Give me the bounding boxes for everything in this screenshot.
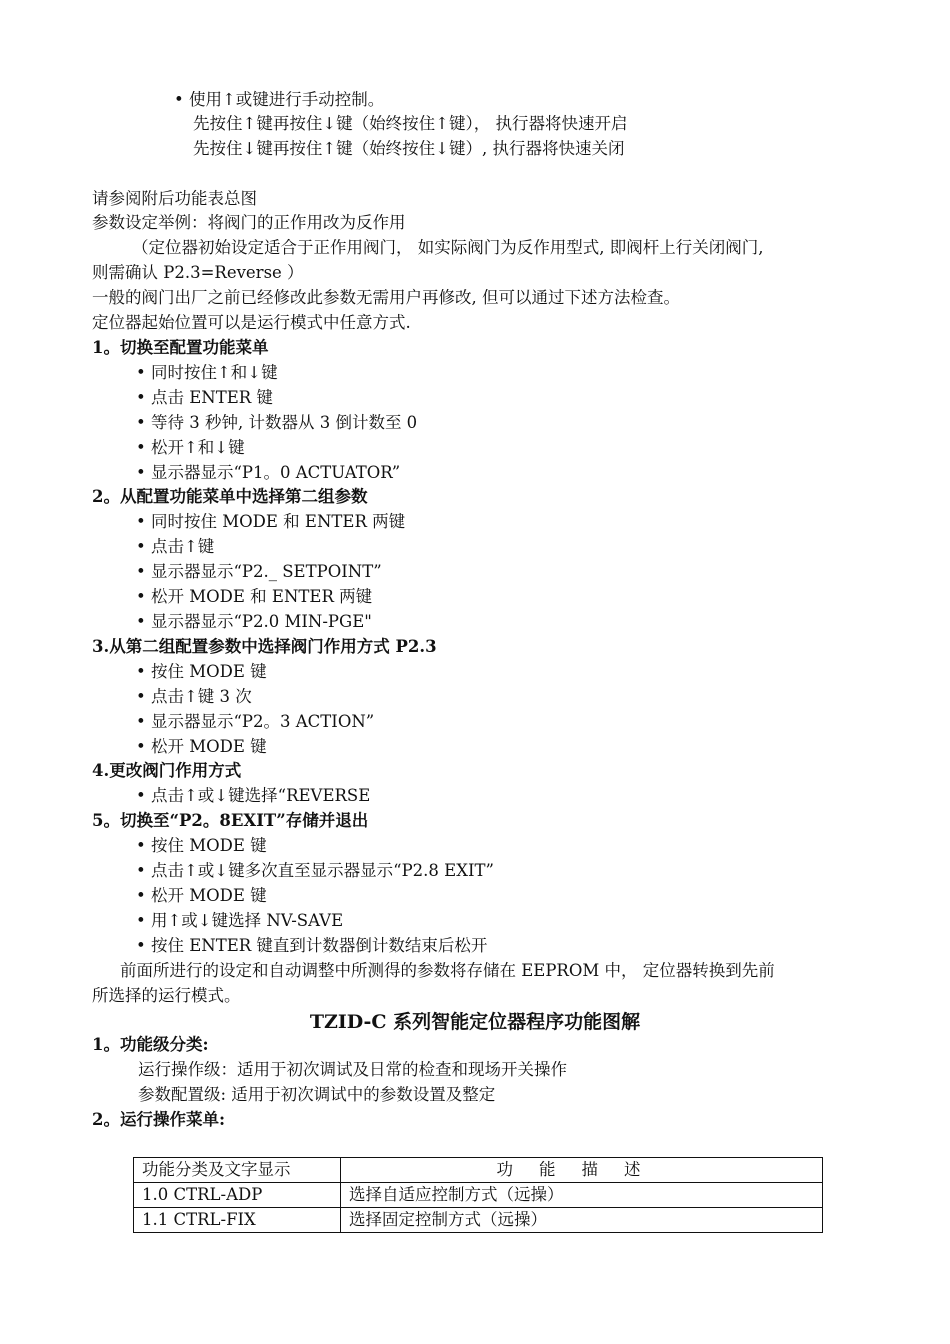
text-line: • 松开 MODE 键 [136, 886, 267, 905]
text-line: • 使用↑或键进行手动控制。 [174, 90, 385, 109]
table-cell: 1.1 CTRL-FIX [134, 1208, 341, 1233]
table-row [134, 1208, 823, 1233]
section-heading: 2。运行操作菜单: [92, 1110, 226, 1129]
section-title: TZID-C 系列智能定位器程序功能图解 [309, 1011, 641, 1033]
text-line: • 显示器显示“P2._ SETPOINT” [136, 562, 382, 581]
table-cell: 1.0 CTRL-ADP [134, 1183, 341, 1208]
table-row [134, 1183, 823, 1208]
text-line: 所选择的运行模式。 [92, 986, 241, 1005]
table-header-cell: 功能分类及文字显示 [134, 1158, 341, 1183]
text-line: 定位器起始位置可以是运行模式中任意方式. [92, 313, 411, 332]
table-header-row [134, 1158, 823, 1183]
text-line: • 松开 MODE 和 ENTER 两键 [136, 587, 373, 606]
section-heading: 4.更改阀门作用方式 [92, 761, 242, 780]
text-line: • 显示器显示“P2。3 ACTION” [136, 712, 375, 731]
text-line: • 用↑或↓键选择 NV-SAVE [136, 911, 344, 930]
text-line: • 松开↑和↓键 [136, 438, 245, 457]
text-line: • 等待 3 秒钟, 计数器从 3 倒计数至 0 [136, 413, 418, 432]
section-heading: 1。切换至配置功能菜单 [92, 338, 269, 357]
table-header-cell: 功能描述 [341, 1158, 823, 1183]
operation-menu-table [133, 1157, 823, 1233]
text-line: 先按住↑键再按住↓键（始终按住↑键）， 执行器将快速开启 [193, 114, 628, 133]
text-line: • 按住 ENTER 键直到计数器倒计数结束后松开 [136, 936, 488, 955]
text-line: 先按住↓键再按住↑键（始终按住↓键）, 执行器将快速关闭 [193, 139, 625, 158]
text-line: 一般的阀门出厂之前已经修改此参数无需用户再修改, 但可以通过下述方法检查。 [92, 288, 680, 307]
text-line: 运行操作级：适用于初次调试及日常的检查和现场开关操作 [138, 1060, 567, 1079]
text-line: • 同时按住↑和↓键 [136, 363, 278, 382]
text-line: • 显示器显示“P2.0 MIN-PGE" [136, 612, 372, 631]
text-line: （定位器初始设定适合于正作用阀门， 如实际阀门为反作用型式, 即阀杆上行关闭阀门, [132, 238, 764, 257]
text-line: • 点击↑或↓键多次直至显示器显示“P2.8 EXIT” [136, 861, 494, 880]
text-line: • 点击↑或↓键选择“REVERSE [136, 786, 371, 805]
text-line: • 按住 MODE 键 [136, 836, 267, 855]
section-heading: 3.从第二组配置参数中选择阀门作用方式 P2.3 [92, 637, 437, 656]
text-line: • 同时按住 MODE 和 ENTER 两键 [136, 512, 406, 531]
text-line: 参数设定举例：将阀门的正作用改为反作用 [92, 213, 406, 232]
text-line: • 点击↑键 3 次 [136, 687, 252, 706]
section-heading: 1。功能级分类: [92, 1035, 209, 1054]
text-line: • 显示器显示“P1。0 ACTUATOR” [136, 463, 401, 482]
text-line: • 点击↑键 [136, 537, 215, 556]
text-line: • 点击 ENTER 键 [136, 388, 273, 407]
text-line: 前面所进行的设定和自动调整中所测得的参数将存储在 EEPROM 中， 定位器转换到先前 [120, 961, 775, 980]
text-line: 参数配置级: 适用于初次调试中的参数设置及整定 [138, 1085, 496, 1104]
text-line: • 松开 MODE 键 [136, 737, 267, 756]
table-cell: 选择自适应控制方式（远操） [341, 1183, 823, 1208]
text-line: 请参阅附后功能表总图 [92, 189, 257, 208]
section-heading: 2。从配置功能菜单中选择第二组参数 [92, 487, 368, 506]
text-line: 则需确认 P2.3=Reverse ） [92, 263, 304, 282]
table-cell: 选择固定控制方式（远操） [341, 1208, 823, 1233]
section-heading: 5。切换至“P2。8EXIT”存储并退出 [92, 811, 369, 830]
text-line: • 按住 MODE 键 [136, 662, 267, 681]
